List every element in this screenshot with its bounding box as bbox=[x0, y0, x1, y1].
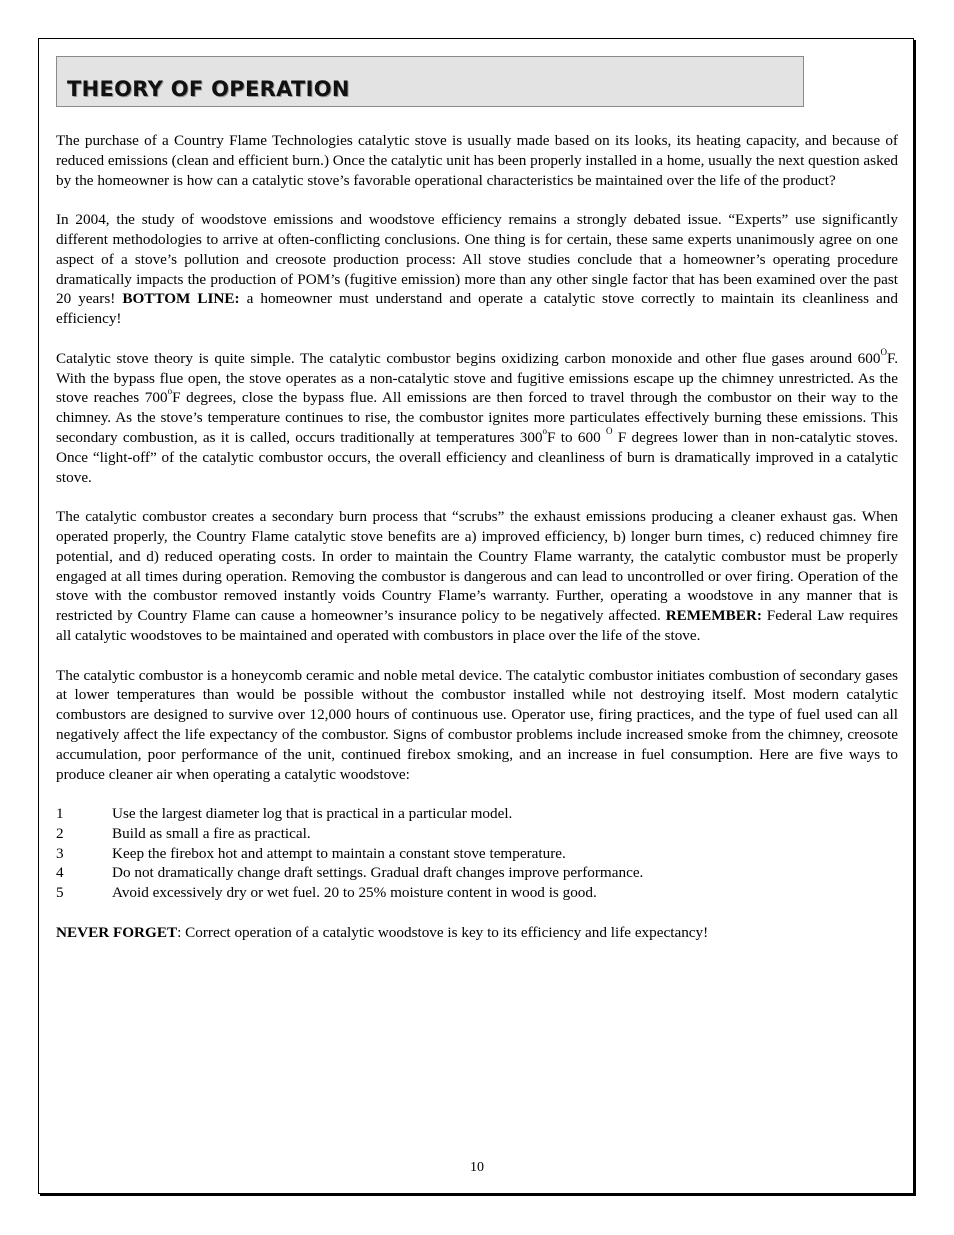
paragraph-emissions: In 2004, the study of woodstove emissions and woodstove efficiency remains a strongly debated issue. “Experts” use significantly different methodologies to arrive at often-conflicting conclusions. One thing is for certain, these same experts unanimously agree on one aspect of a stove’s pollution and creosote production process: All stove studies conclude that a homeowner’s operating procedure dramatically impacts the production of POM’s (fugitive emission) more than any other single factor that has been examined over the past 20 years! BOTTOM LINE: a homeowner must understand and operate a catalytic stove correctly to maintain its cleanliness and efficiency! bbox=[56, 211, 898, 328]
paragraph-combustor: The catalytic combustor is a honeycomb ceramic and noble metal device. The catalytic combustor initiates combustion of secondary gases at lower temperatures than would be possible without the combustor installed while not destroying itself. Most modern catalytic combustors are designed to survive over 12,000 hours of continuous use. Operator use, firing practices, and the type of fuel used can all negatively affect the life expectancy of the combustor. Signs of combustor problems include increased smoke from the chimney, creosote accumulation, poor performance of the unit, continued firebox smoking, and an increase in fuel consumption. Here are five ways to produce cleaner air when operating a catalytic woodstove: bbox=[56, 666, 898, 783]
never-forget-label: NEVER FORGET bbox=[56, 923, 178, 941]
list-item bbox=[56, 863, 898, 883]
list-item bbox=[56, 883, 898, 903]
page-title: THEORY OF OPERATION bbox=[67, 77, 350, 101]
degree-symbol: o bbox=[167, 386, 173, 397]
step-text: Use the largest diameter log that is practical in a particular model. bbox=[112, 805, 513, 823]
section-header bbox=[56, 56, 804, 107]
steps-list bbox=[56, 804, 898, 903]
step-number: 4 bbox=[56, 864, 64, 882]
list-item bbox=[56, 804, 898, 824]
step-number: 1 bbox=[56, 805, 64, 823]
list-item bbox=[56, 844, 898, 864]
paragraph-theory: Catalytic stove theory is quite simple. The catalytic combustor begins oxidizing carbon monoxide and other flue gases around $600^OF$. With the bypass flue open, the stove operates as a non-catalytic stove and fugitive emissions escape up the chimney unrestricted. As the stove reaches 700$^o$F degrees, close the bypass flue. All emissions are then forced to travel through the combustor on their way to the chimney. As the stove’s temperature continues to rise, the combustor ignites more particulates effectively burning these emissions. This secondary combustion, as it is called, occurs traditionally at temperatures 300$^o$F to 600 $^O$ F degrees lower than in non-catalytic stoves. Once “light-off” of the catalytic combustor occurs, the overall efficiency and cleanliness of burn is dramatically improved in a catalytic stove. bbox=[56, 346, 899, 486]
step-number: 2 bbox=[56, 824, 64, 842]
paragraph-secondary-burn: The catalytic combustor creates a secondary burn process that “scrubs” the exhaust emissions producing a cleaner exhaust gas. When operated properly, the Country Flame catalytic stove benefits are a) improved efficiency, b) longer burn times, c) reduced chimney fire potential, and d) reduced operating costs. In order to maintain the Country Flame warranty, the catalytic combustor must be properly engaged at all times during operation. Removing the combustor is dangerous and can lead to uncontrolled or over firing. Operation of the stove with the combustor removed instantly voids Country Flame’s warranty. Further, operating a woodstove in any manner that is restricted by Country Flame can cause a homeowner’s insurance policy to be negatively affected. REMEMBER: Federal Law requires all catalytic woodstoves to be maintained and operated with combustors in place over the life of the stove. bbox=[56, 508, 898, 644]
step-text: Build as small a fire as practical. bbox=[112, 824, 311, 842]
page-number: 10 bbox=[470, 1160, 484, 1175]
degree-symbol: O bbox=[880, 346, 887, 357]
step-text: Avoid excessively dry or wet fuel. 20 to 25% moisture content in wood is good. bbox=[112, 884, 597, 902]
step-number: 3 bbox=[56, 844, 64, 862]
step-text: Do not dramatically change draft settings. Gradual draft changes improve performance. bbox=[112, 864, 644, 882]
step-number: 5 bbox=[56, 884, 64, 902]
degree-symbol: O bbox=[606, 425, 613, 436]
paragraph-intro: The purchase of a Country Flame Technologies catalytic stove is usually made based on its looks, its heating capacity, and because of reduced emissions (clean and efficient burn.) Once the catalytic unit has been properly installed in a home, usually the next question asked by the homeowner is how can a catalytic stove’s favorable operational characteristics be maintained over the life of the product? bbox=[56, 132, 898, 189]
list-item bbox=[56, 824, 898, 844]
closing-statement: NEVER FORGET: Correct operation of a catalytic woodstove is key to its efficiency and life expectancy! bbox=[56, 923, 709, 941]
bottom-line-label: BOTTOM LINE: bbox=[122, 290, 240, 308]
degree-symbol: o bbox=[542, 425, 548, 436]
body-text bbox=[56, 131, 898, 943]
step-text: Keep the firebox hot and attempt to maintain a constant stove temperature. bbox=[112, 844, 566, 862]
remember-label: REMEMBER: bbox=[665, 607, 762, 625]
